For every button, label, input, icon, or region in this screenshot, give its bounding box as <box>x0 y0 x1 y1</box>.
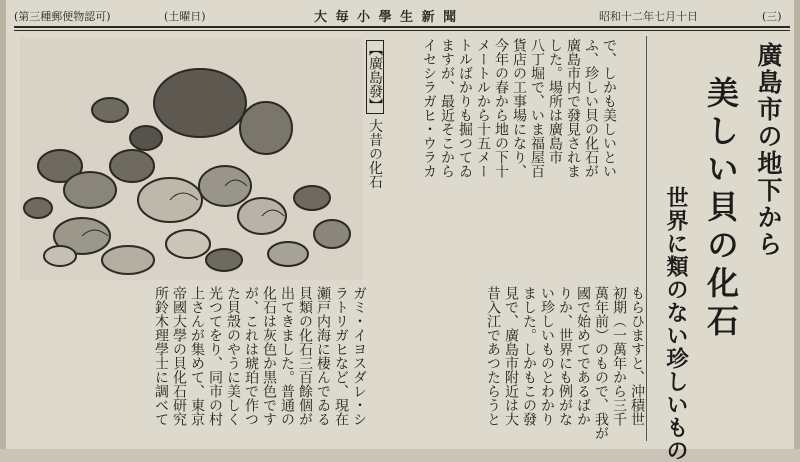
page-number: (三) <box>762 10 782 23</box>
headline-line1: 廣島市の地下から <box>754 42 783 258</box>
article-lower-col-0: ガミ・イヨスダレ・シ <box>351 286 367 426</box>
fossil-photo <box>20 38 363 280</box>
article-right-col-2: 萬年前）のもので、我が <box>593 286 609 440</box>
headline-block <box>650 36 790 462</box>
article-lower-col-1: ラトリガヒなど、現在 <box>333 286 349 426</box>
article-right-col-1: 初期（一萬年から三千 <box>611 286 627 426</box>
article-lower-col-3: 貝類の化石三百餘個が <box>297 286 313 426</box>
header-rule <box>14 26 790 28</box>
header-rule-thin <box>14 30 790 31</box>
article-lower-col-6: が、これは琥珀で作つ <box>243 286 259 426</box>
article-col-5: 八丁堀で、いま福屋百 <box>529 38 545 178</box>
article-col-7: 今年の春から地の下十 <box>493 38 509 178</box>
article-lower-col-4: 出てきました。普通の <box>279 286 295 426</box>
article-col-10: ますが、最近そこから <box>439 38 455 178</box>
article-col-9: トルばかりも掘つてゐ <box>457 38 473 178</box>
mail-note: (第三種郵便物認可) <box>14 10 111 23</box>
article-col-8: メートルから十五メー <box>475 38 491 178</box>
article-col-4: した。場所は廣島市 <box>547 38 563 164</box>
article-right-col-8: 昔入江であつたらうと <box>485 286 501 426</box>
article-right-col-0: もらひますと、沖積世 <box>629 286 645 426</box>
paper-name: 大 毎 小 學 生 新 聞 <box>314 10 459 25</box>
article-right-col-3: 國で始めてであるばか <box>575 286 591 426</box>
article-col-2: ふ、珍しい貝の化石が <box>583 38 599 178</box>
headline-line3: 世界に類のない珍しいもの <box>663 186 689 462</box>
article-lower-col-10: 帝國大學の貝化石研究 <box>171 286 187 426</box>
article-lower-col-9: 上さんが集めて、東京 <box>189 286 205 426</box>
dateline: 【廣島發】 <box>367 42 383 112</box>
article-lower-col-2: 瀬戸内海に棲んでゐる <box>315 286 331 426</box>
article-right-col-5: い珍しいものとわかり <box>539 286 555 426</box>
article-lower-col-7: た貝殼のやうに美しく <box>225 286 241 426</box>
article-col-0: 大昔の化石 <box>367 118 383 189</box>
page-header <box>14 5 790 25</box>
issue-date: 昭和十二年七月十日 <box>599 10 698 23</box>
article-lower-col-5: 化石は灰色か黒色です <box>261 286 277 426</box>
article-lower-col-11: 所鈴木理學士に調べて <box>153 286 169 426</box>
article-col-6: 貨店の工事場になり、 <box>511 38 527 178</box>
headline-line2: 美しい貝の化石 <box>702 76 740 342</box>
headline-divider <box>646 36 647 441</box>
article-col-11: イセシラガヒ・ウラカ <box>421 38 437 178</box>
article-right-col-4: りか、世界にも例がな <box>557 286 573 426</box>
article-right-col-6: ました。しかもこの發 <box>521 286 537 426</box>
shell-fossils-image <box>20 38 363 280</box>
article-col-1: で、しかも美しいとい <box>601 38 617 178</box>
weekday: (土曜日) <box>164 10 206 23</box>
article-upper <box>366 40 383 286</box>
article-col-3: 廣島市内で發見されま <box>565 38 581 178</box>
article-right-col-7: 見で、廣島市附近は大 <box>503 286 519 426</box>
article-lower-col-8: 光つてをり、同市の村 <box>207 286 223 426</box>
